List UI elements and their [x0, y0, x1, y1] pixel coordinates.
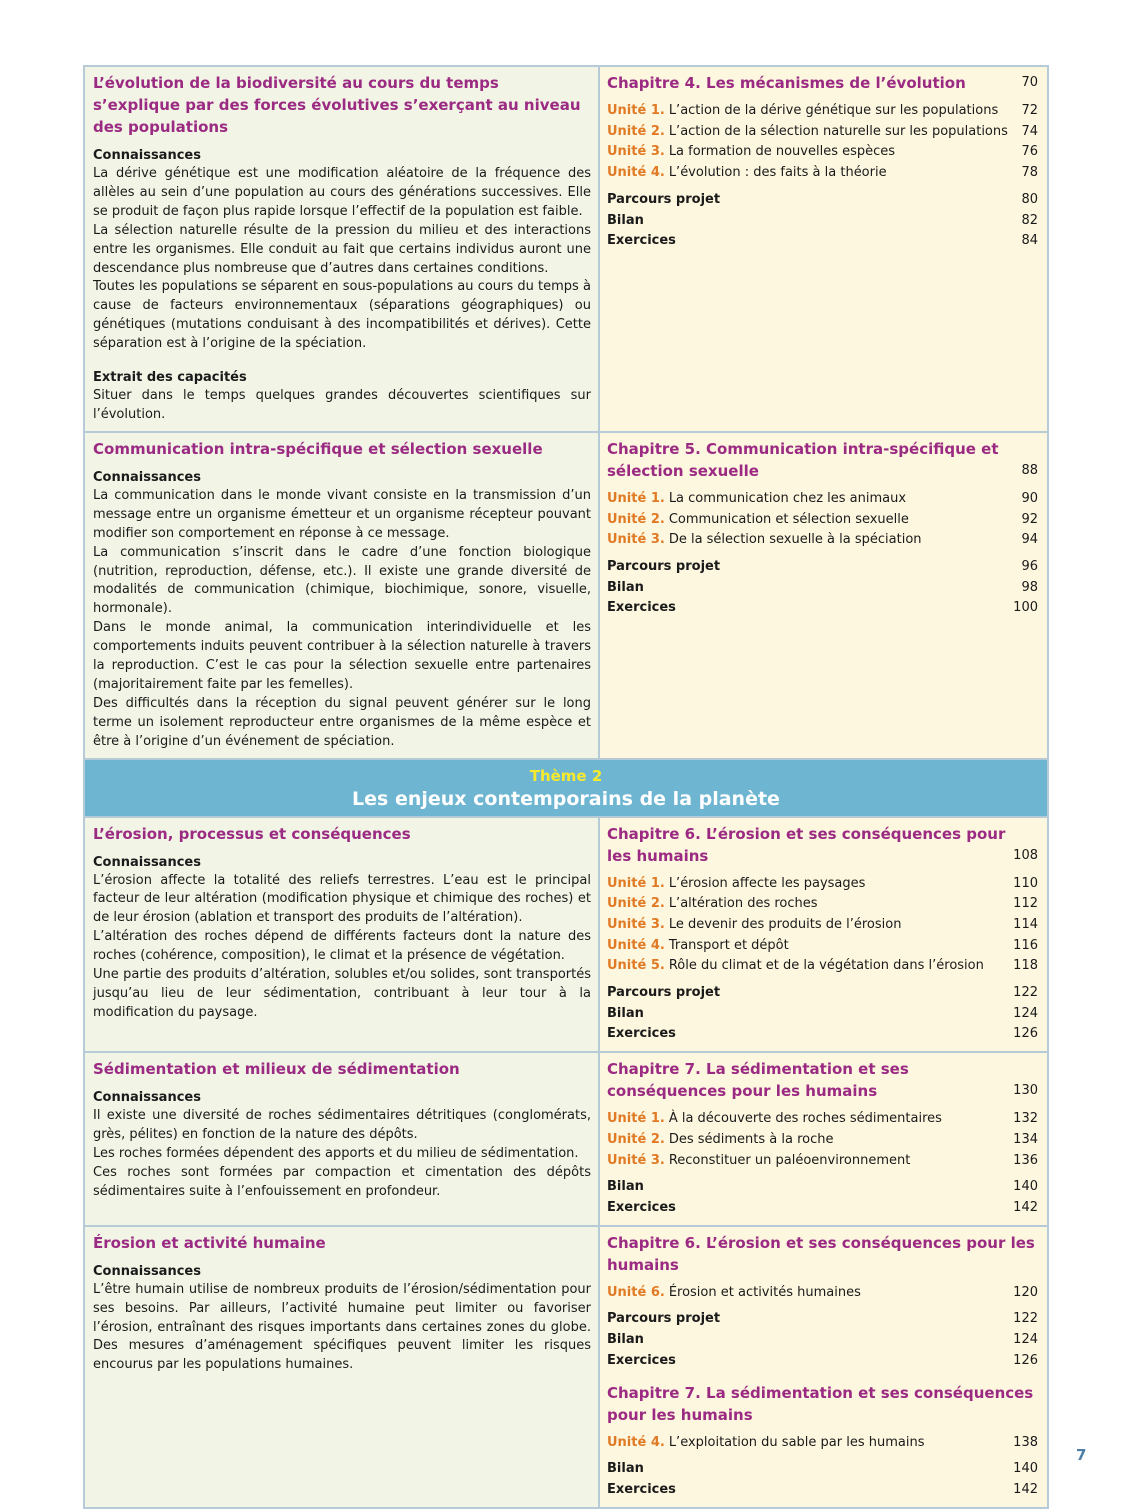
unit-title: L’érosion affecte les paysages — [668, 875, 866, 891]
chapter-title-text: Chapitre 6. L’érosion et ses conséquences pour les humains — [607, 824, 1006, 865]
extra-label: Bilan — [607, 1179, 644, 1195]
unit-label: Unité 3. — [607, 144, 665, 160]
chapter-column — [600, 818, 1047, 1052]
extra-entry[interactable] — [607, 1024, 1038, 1045]
extra-entry[interactable] — [607, 1198, 1038, 1219]
extra-label: Exercices — [607, 1026, 676, 1042]
connaissances-paragraph: Il existe une diversité de roches sédimentaires détritiques (conglomérats, grès, pélites) en fonction de la nature des dépôts. — [93, 1108, 591, 1143]
extra-label: Bilan — [607, 212, 644, 228]
programme-column — [85, 1227, 600, 1507]
chapter-column — [600, 1227, 1047, 1507]
chapter-page: 88 — [1021, 462, 1038, 478]
unit-page: 74 — [1021, 123, 1038, 139]
connaissances-label: Connaissances — [93, 854, 201, 870]
extra-page: 140 — [1013, 1179, 1038, 1195]
chapter-title[interactable] — [607, 438, 1038, 482]
theme-title: Les enjeux contemporains de la planète — [352, 787, 780, 810]
connaissances-paragraph: La communication s’inscrit dans le cadre d’une fonction biologique (nutrition, reproduction, défense, etc.). Il existe une grande diversité de modalités de communication (chimique, biochimique, sonore, visuelle, hormonale). — [93, 544, 591, 617]
unit-entry[interactable] — [607, 1109, 1038, 1130]
unit-page: 132 — [1013, 1111, 1038, 1127]
unit-label: Unité 5. — [607, 958, 665, 974]
unit-title: Des sédiments à la roche — [668, 1131, 834, 1147]
unit-entry[interactable] — [607, 1151, 1038, 1172]
unit-entry[interactable] — [607, 915, 1038, 936]
unit-label: Unité 6. — [607, 1284, 665, 1300]
unit-label: Unité 1. — [607, 490, 665, 506]
spacer — [607, 1426, 1038, 1433]
spacer — [607, 1102, 1038, 1109]
unit-entry[interactable] — [607, 489, 1038, 510]
unit-entry[interactable] — [607, 142, 1038, 163]
chapter-title[interactable] — [607, 1058, 1038, 1102]
extra-label: Bilan — [607, 1332, 644, 1348]
unit-page: 138 — [1013, 1434, 1038, 1450]
unit-entry[interactable] — [607, 874, 1038, 895]
chapter-title-text: Chapitre 4. Les mécanismes de l’évolution — [607, 74, 966, 92]
extra-label: Exercices — [607, 600, 676, 616]
connaissances-paragraph: Dans le monde animal, la communication interindividuelle et les comportements induits peuvent contribuer à la sélection naturelle à travers la reproduction. C’est le cas pour la sélection sexuelle entre partenaires (majoritairement faite par les femelles). — [93, 620, 591, 692]
unit-entry[interactable] — [607, 1130, 1038, 1151]
connaissances-paragraph: La dérive génétique est une modification aléatoire de la fréquence des allèles au sein d’une population au cours des générations successives. Elle se produit de façon plus rapide lorsque l’effectif de la population est faible. — [93, 166, 591, 219]
chapter-title-text: Chapitre 5. Communication intra-spécifique et sélection sexuelle — [607, 439, 999, 480]
chapter-title[interactable] — [607, 823, 1038, 867]
unit-label: Unité 2. — [607, 123, 665, 139]
extra-label: Bilan — [607, 1005, 644, 1021]
unit-label: Unité 2. — [607, 1131, 665, 1147]
extra-entry[interactable] — [607, 231, 1038, 252]
extra-page: 122 — [1013, 1311, 1038, 1327]
unit-entry[interactable] — [607, 122, 1038, 143]
unit-page: 92 — [1021, 511, 1038, 527]
chapter-page: 130 — [1013, 1083, 1038, 1099]
spacer — [607, 1372, 1038, 1382]
programme-column — [85, 1053, 600, 1225]
extra-label: Exercices — [607, 1481, 676, 1497]
extra-entry[interactable] — [607, 1351, 1038, 1372]
unit-label: Unité 2. — [607, 896, 665, 912]
unit-page: 76 — [1021, 144, 1038, 160]
chapter-title-text: Chapitre 6. L’érosion et ses conséquences pour les humains — [607, 1233, 1035, 1274]
programme-column — [85, 818, 600, 1052]
unit-label: Unité 3. — [607, 916, 665, 932]
section-row — [85, 1051, 1047, 1225]
page-number: 7 — [1076, 1446, 1087, 1464]
unit-page: 110 — [1013, 875, 1038, 891]
extra-label: Parcours projet — [607, 1311, 721, 1327]
extra-page: 142 — [1013, 1200, 1038, 1215]
connaissances-label: Connaissances — [93, 1263, 201, 1279]
unit-label: Unité 4. — [607, 1434, 665, 1450]
extra-entry[interactable] — [607, 598, 1038, 619]
unit-page: 120 — [1013, 1284, 1038, 1300]
connaissances-label: Connaissances — [93, 148, 201, 163]
extra-label: Parcours projet — [607, 191, 721, 207]
extra-entry[interactable] — [607, 578, 1038, 599]
extra-entry[interactable] — [607, 1177, 1038, 1198]
extra-label: Bilan — [607, 579, 644, 595]
unit-label: Unité 1. — [607, 1111, 665, 1127]
unit-title: L’action de la sélection naturelle sur les populations — [668, 123, 1008, 139]
connaissances-paragraph: La communication dans le monde vivant consiste en la transmission d’un message entre un organisme émetteur et un organisme récepteur pouvant modifier son comportement en réponse à ce message. — [93, 487, 591, 541]
chapter-title[interactable] — [607, 1382, 1038, 1426]
extra-page: 140 — [1013, 1461, 1038, 1477]
spacer — [607, 867, 1038, 874]
unit-title: Le devenir des produits de l’érosion — [668, 916, 902, 932]
section-title: Communication intra-spécifique et sélection sexuelle — [93, 439, 543, 458]
unit-title: La communication chez les animaux — [668, 490, 907, 506]
extra-page: 98 — [1021, 579, 1038, 595]
extra-entry[interactable] — [607, 1480, 1038, 1501]
unit-title: À la découverte des roches sédimentaires — [668, 1111, 942, 1127]
unit-title: L’exploitation du sable par les humains — [668, 1434, 925, 1450]
unit-entry[interactable] — [607, 163, 1038, 184]
unit-label: Unité 1. — [607, 875, 665, 891]
connaissances-paragraph: Les roches formées dépendent des apports et du milieu de sédimentation. — [93, 1146, 579, 1161]
unit-title: L’action de la dérive génétique sur les populations — [668, 103, 999, 118]
chapter-title[interactable] — [607, 1232, 1038, 1276]
extra-page: 84 — [1021, 233, 1038, 249]
unit-page: 136 — [1013, 1152, 1038, 1168]
connaissances-paragraph: Ces roches sont formées par compaction et cimentation des dépôts sédimentaires suite à l’enfouissement en profondeur. — [93, 1164, 591, 1199]
unit-entry[interactable] — [607, 1433, 1038, 1454]
extra-page: 126 — [1013, 1352, 1038, 1368]
unit-page: 134 — [1013, 1131, 1038, 1147]
unit-label: Unité 4. — [607, 165, 665, 181]
unit-label: Unité 2. — [607, 511, 665, 527]
unit-title: Érosion et activités humaines — [668, 1284, 861, 1300]
connaissances-paragraph: L’être humain utilise de nombreux produits de l’érosion/sédimentation pour ses besoins. Par ailleurs, l’activité humaine peut limiter ou favoriser l’érosion, entraînant des risques importants dans certaines zones du globe. Des mesures d’aménagement spécifiques peuvent limiter les risques encourus par les populations humaines. — [93, 1281, 591, 1373]
section-row — [85, 1225, 1047, 1507]
chapter-column — [600, 433, 1047, 758]
extra-page: 82 — [1021, 212, 1038, 228]
connaissances-paragraph: Des difficultés dans la réception du signal peuvent générer sur le long terme un isolement reproducteur entre organismes de la même espèce et être à l’origine d’un événement de spéciation. — [93, 695, 591, 749]
programme-column — [85, 67, 600, 431]
section-row — [85, 431, 1047, 758]
extra-entry[interactable] — [607, 983, 1038, 1004]
extra-entry[interactable] — [607, 211, 1038, 232]
unit-title: L’évolution : des faits à la théorie — [668, 165, 887, 181]
programme-column — [85, 433, 600, 758]
theme-number: Thème 2 — [529, 766, 603, 785]
unit-title: Reconstituer un paléoenvironnement — [668, 1152, 911, 1168]
connaissances-label: Connaissances — [93, 1090, 201, 1106]
unit-entry[interactable] — [607, 894, 1038, 915]
section-title: L’érosion, processus et conséquences — [93, 824, 411, 843]
unit-page: 72 — [1021, 103, 1038, 118]
unit-page: 90 — [1021, 490, 1038, 506]
extra-page: 142 — [1013, 1481, 1038, 1497]
connaissances-paragraph: Une partie des produits d’altération, solubles et/ou solides, sont transportés jusqu’au lieu de leur sédimentation, contribuant à leur tour à la modification du paysage. — [93, 967, 591, 1020]
unit-page: 94 — [1021, 532, 1038, 548]
section-row — [85, 816, 1047, 1052]
unit-entry[interactable] — [607, 530, 1038, 551]
chapter-title[interactable] — [607, 72, 1038, 94]
extra-entry[interactable] — [607, 190, 1038, 211]
unit-entry[interactable] — [607, 101, 1038, 122]
extra-entry[interactable] — [607, 1330, 1038, 1351]
connaissances-paragraph: Toutes les populations se séparent en sous-populations au cours du temps à cause de facteurs environnementaux (séparations géographiques) ou génétiques (mutations conduisant à des incompatibilités et dérives). Cette séparation est à l’origine de la spéciation. — [93, 279, 591, 352]
extra-page: 96 — [1021, 558, 1038, 574]
unit-page: 118 — [1013, 958, 1038, 974]
spacer — [607, 94, 1038, 101]
chapter-column — [600, 67, 1047, 431]
unit-label: Unité 3. — [607, 532, 665, 548]
connaissances-paragraph: La sélection naturelle résulte de la pression du milieu et des interactions entre les organismes. Elle conduit au fait que certains individus auront une descendance plus nombreuse que d’autres dans certaines conditions. — [93, 222, 591, 276]
connaissances-paragraph: L’érosion affecte la totalité des reliefs terrestres. L’eau est le principal facteur de leur altération (modification physique et chimique des roches) et de leur érosion (ablation et transport des produits de l’altération). — [93, 872, 591, 926]
unit-entry[interactable] — [607, 1283, 1038, 1304]
unit-label: Unité 4. — [607, 937, 665, 953]
unit-page: 116 — [1013, 937, 1038, 953]
connaissances-label: Connaissances — [93, 469, 201, 485]
unit-title: De la sélection sexuelle à la spéciation — [668, 532, 922, 548]
extra-page: 100 — [1013, 600, 1038, 616]
unit-entry[interactable] — [607, 956, 1038, 977]
extra-label: Bilan — [607, 1461, 644, 1477]
unit-label: Unité 3. — [607, 1152, 665, 1168]
extra-label: Exercices — [607, 1352, 676, 1368]
chapter-title-text: Chapitre 7. La sédimentation et ses conséquences pour les humains — [607, 1383, 1034, 1424]
extra-label: Exercices — [607, 233, 676, 249]
unit-page: 112 — [1013, 896, 1038, 912]
capacites-label: Extrait des capacités — [93, 370, 247, 386]
unit-title: L’altération des roches — [668, 896, 818, 912]
extra-page: 124 — [1013, 1005, 1038, 1021]
chapter-column — [600, 1053, 1047, 1225]
section-title: Sédimentation et milieux de sédimentation — [93, 1060, 460, 1079]
section-title: Érosion et activité humaine — [93, 1233, 326, 1252]
theme-banner — [85, 758, 1047, 816]
section-row — [85, 67, 1047, 431]
unit-title: Transport et dépôt — [668, 937, 789, 953]
unit-page: 78 — [1021, 165, 1038, 181]
extra-entry[interactable] — [607, 1004, 1038, 1025]
capacites-text: Situer dans le temps quelques grandes découvertes scientifiques sur l’évolution. — [93, 388, 591, 422]
unit-title: Communication et sélection sexuelle — [668, 511, 909, 527]
spacer — [607, 482, 1038, 489]
extra-page: 80 — [1021, 191, 1038, 207]
unit-page: 114 — [1013, 916, 1038, 932]
unit-title: La formation de nouvelles espèces — [668, 144, 896, 160]
extra-entry[interactable] — [607, 557, 1038, 578]
unit-label: Unité 1. — [607, 103, 665, 118]
connaissances-paragraph: L’altération des roches dépend de différents facteurs dont la nature des roches (cohérence, composition), le climat et la présence de végétation. — [93, 929, 591, 964]
extra-page: 122 — [1013, 985, 1038, 1001]
extra-label: Exercices — [607, 1200, 676, 1215]
chapter-page: 70 — [1021, 75, 1038, 90]
extra-page: 124 — [1013, 1332, 1038, 1348]
spacer — [607, 1276, 1038, 1283]
programme-table — [83, 65, 1049, 1509]
extra-entry[interactable] — [607, 1309, 1038, 1330]
unit-entry[interactable] — [607, 510, 1038, 531]
section-title: L’évolution de la biodiversité au cours du temps s’explique par des forces évolutives s’exerçant au niveau des populations — [93, 74, 581, 136]
extra-entry[interactable] — [607, 1459, 1038, 1480]
unit-title: Rôle du climat et de la végétation dans l’érosion — [668, 958, 984, 974]
extra-page: 126 — [1013, 1026, 1038, 1042]
unit-entry[interactable] — [607, 936, 1038, 957]
chapter-title-text: Chapitre 7. La sédimentation et ses conséquences pour les humains — [607, 1060, 909, 1101]
extra-label: Parcours projet — [607, 558, 721, 574]
chapter-page: 108 — [1013, 847, 1038, 863]
extra-label: Parcours projet — [607, 985, 721, 1001]
